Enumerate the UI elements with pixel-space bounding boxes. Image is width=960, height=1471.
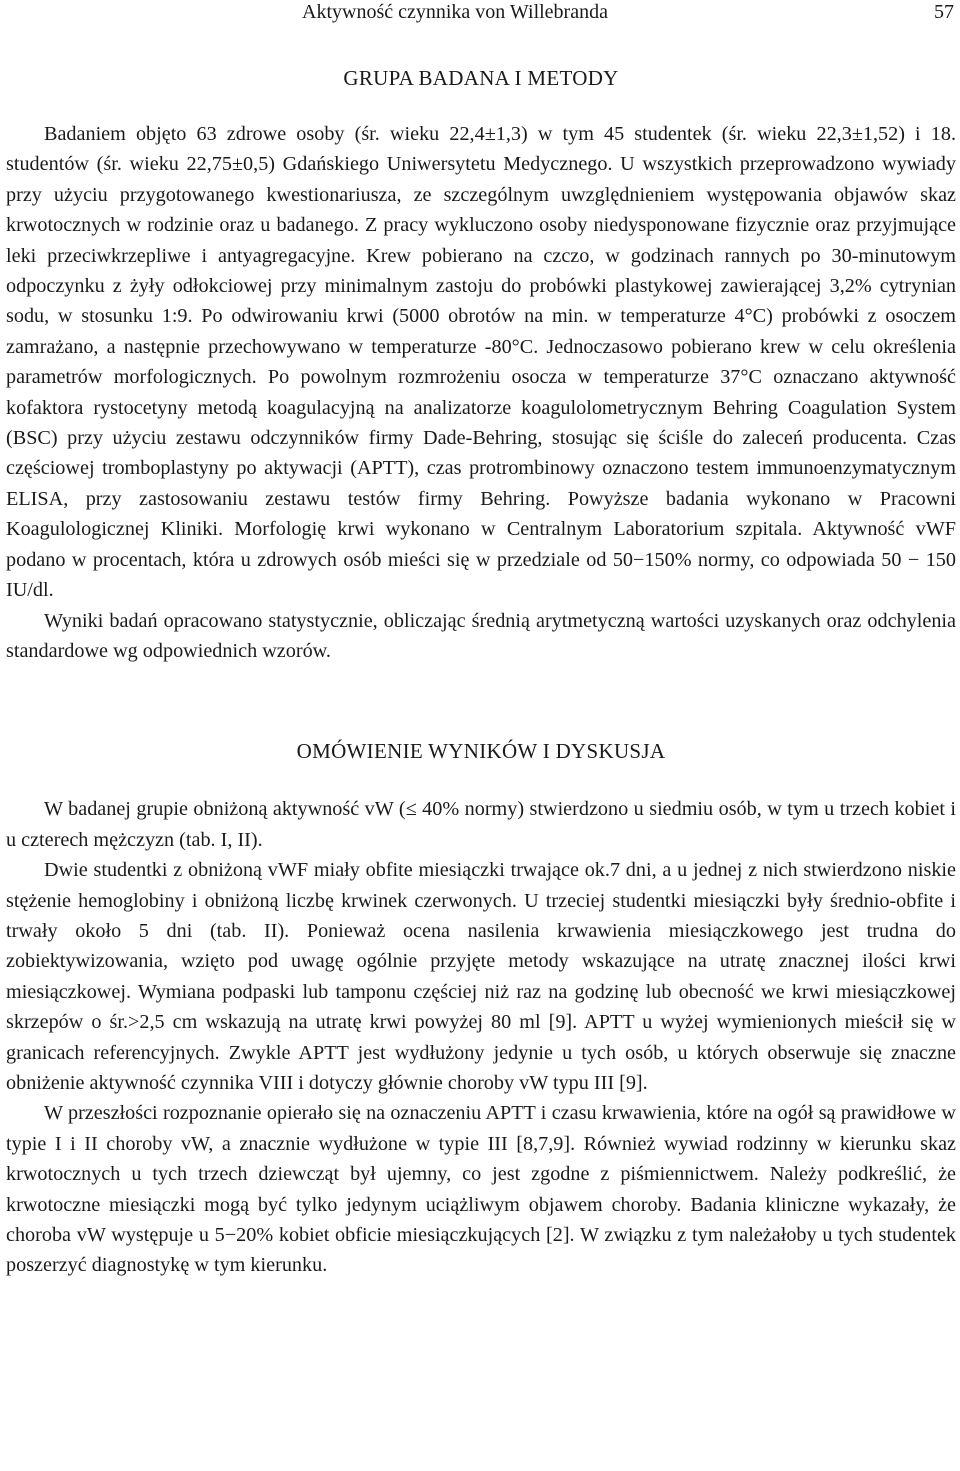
- document-page: [6, 0, 956, 1281]
- running-title: Aktywność czynnika von Willebranda: [302, 1, 608, 23]
- paragraph-discussion-3: W przeszłości rozpoznanie opierało się na oznaczeniu APTT i czasu krwawienia, które na ogół są prawidłowe w typie I i II choroby vW, a znacznie wydłużone w typie III [8,7,9]. Również wywiad rodzinny w kierunku skaz krwotocznych u tych trzech dziewcząt był ujemny, co jest zgodne z piśmiennictwem. Należy podkreślić, że krwotoczne miesiączki mogą być tylko jedynym uciążliwym objawem choroby. Badania kliniczne wykazały, że choroba vW występuje u 5−20% kobiet obficie miesiączkujących [2]. W związku z tym należałoby u tych studentek poszerzyć diagnostykę w tym kierunku.: [6, 1102, 956, 1277]
- running-header: [6, 0, 956, 26]
- paragraph-methods-1: Badaniem objęto 63 zdrowe osoby (śr. wieku 22,4±1,3) w tym 45 studentek (śr. wieku 22,3±1,52) i 18. studentów (śr. wieku 22,75±0,5) Gdańskiego Uniwersytetu Medycznego. U wszystkich przeprowadzono wywiady przy użyciu przygotowanego kwestionariusza, ze szczególnym uwzględnieniem występowania objawów skaz krwotocznych w rodzinie oraz u badanego. Z pracy wykluczono osoby niedysponowane fizycznie oraz przyjmujące leki przeciwkrzepliwe i antyagregacyjne. Krew pobierano na czczo, w godzinach rannych po 30-minutowym odpoczynku z żyły odłokciowej przy minimalnym zastoju do probówki plastykowej zawierającej 3,2% cytrynian sodu, w stosunku 1:9. Po odwirowaniu krwi (5000 obrotów na min. w temperaturze 4°C) probówki z osoczem zamrażano, a następnie przechowywano w temperaturze -80°C. Jednoczasowo pobierano krew w celu określenia parametrów morfologicznych. Po powolnym rozmrożeniu osocza w temperaturze 37°C oznaczano aktywność kofaktora rystocetyny metodą koagulacyjną na analizatorze koagulolometrycznym Behring Coagulation System (BSC) przy użyciu zestawu odczynników firmy Dade-Behring, stosując się ściśle do zaleceń producenta. Czas częściowej tromboplastyny po aktywacji (APTT), czas protrombinowy oznaczono testem immunoenzymatycznym ELISA, przy zastosowaniu zestawu testów firmy Behring. Powyższe badania wykonano w Pracowni Koagulologicznej Kliniki. Morfologię krwi wykonano w Centralnym Laboratorium szpitala. Aktywność vWF podano w procentach, która u zdrowych osób mieści się w przedziale od 50−150% normy, co odpowiada 50 − 150 IU/dl.: [6, 123, 956, 602]
- section-heading-methods: GRUPA BADANA I METODY: [343, 66, 619, 90]
- paragraph-discussion-1: W badanej grupie obniżoną aktywność vW (≤ 40% normy) stwierdzono u siedmiu osób, w tym u trzech kobiet i u czterech mężczyzn (tab. I, II).: [6, 798, 956, 851]
- paragraph-discussion-2: Dwie studentki z obniżoną vWF miały obfite miesiączki trwające ok.7 dni, a u jednej z nich stwierdzono niskie stężenie hemoglobiny i obniżoną liczbę krwinek czerwonych. U trzeciej studentki miesiączki były średnio-obfite i trwały około 5 dni (tab. II). Ponieważ ocena nasilenia krwawienia miesiączkowego jest trudna do zobiektywizowania, wzięto pod uwagę ogólnie przyjęte metody wskazujące na utratę znacznej ilości krwi miesiączkowej. Wymiana podpaski lub tamponu częściej niż raz na godzinę lub obecność we krwi miesiączkowej skrzepów o śr.>2,5 cm wskazują na utratę krwi powyżej 80 ml [9]. APTT u wyżej wymienionych mieścił się w granicach referencyjnych. Zwykle APTT jest wydłużony jedynie u tych osób, u których obserwuje się znaczne obniżenie aktywność czynnika VIII i dotyczy głównie choroby vW typu III [9].: [6, 859, 956, 1094]
- section-heading-discussion: OMÓWIENIE WYNIKÓW I DYSKUSJA: [296, 739, 666, 764]
- page-number: 57: [934, 1, 954, 23]
- paragraph-methods-2: Wyniki badań opracowano statystycznie, obliczając średnią arytmetyczną wartości uzyskanych oraz odchylenia standardowe wg odpowiednich wzorów.: [6, 609, 956, 662]
